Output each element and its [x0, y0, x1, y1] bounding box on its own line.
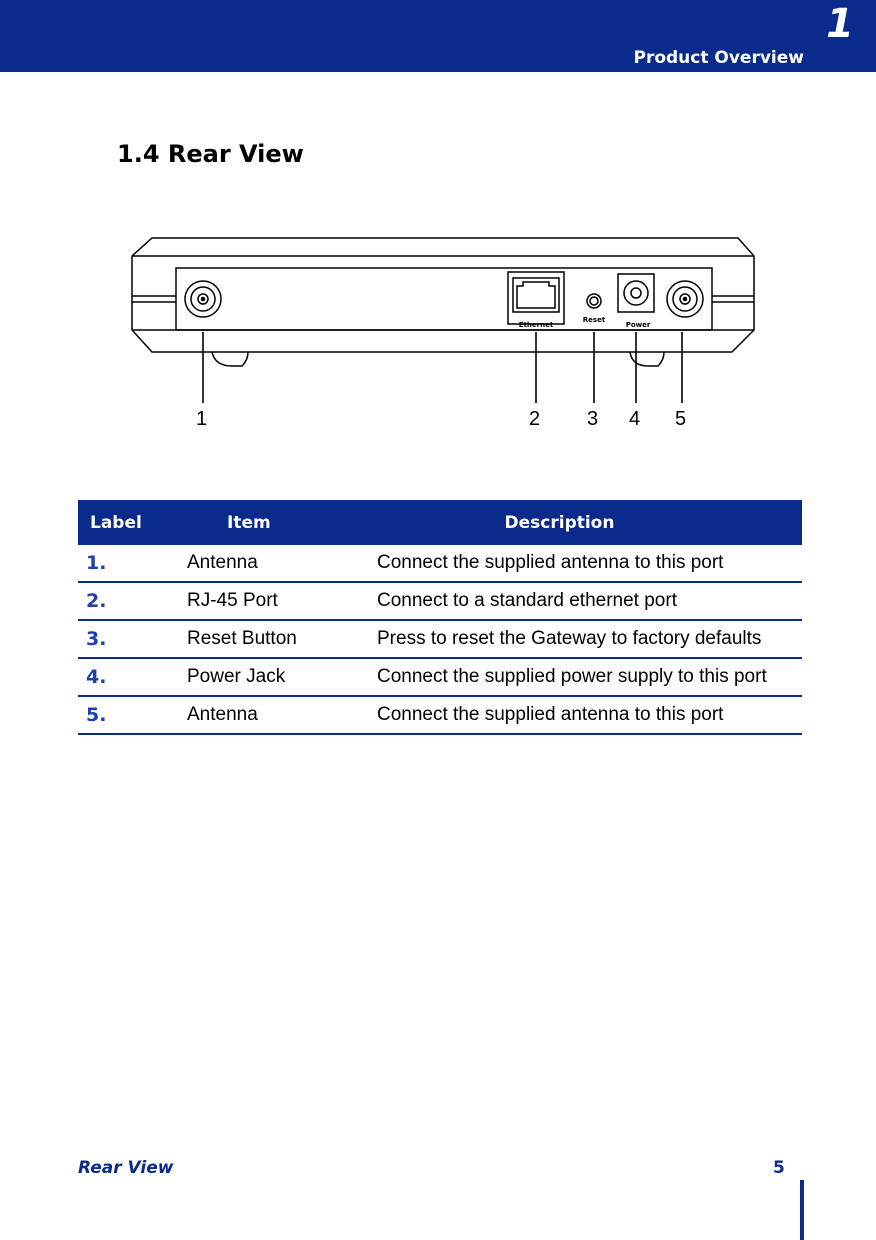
chapter-number: 1 [826, 1, 854, 47]
row-label: 3. [78, 620, 187, 658]
table-row [78, 658, 802, 696]
callout-1: 1 [196, 408, 208, 430]
table-row [78, 696, 802, 734]
power-jack-label: Power [625, 321, 651, 329]
row-item: Reset Button [187, 620, 377, 658]
footer-section-name: Rear View [78, 1158, 174, 1178]
row-item: Antenna [187, 545, 377, 582]
header-item: Item [187, 500, 377, 545]
row-label: 4. [78, 658, 187, 696]
reset-button-label: Reset [582, 316, 606, 324]
rear-view-table [78, 500, 802, 735]
rear-view-diagram [120, 228, 770, 438]
footer-rule [800, 1180, 804, 1240]
header-label: Label [78, 500, 187, 545]
chapter-title: Product Overview [633, 48, 804, 68]
device-rear-illustration [120, 228, 770, 438]
row-item: Power Jack [187, 658, 377, 696]
header-description: Description [377, 500, 802, 545]
row-label: 1. [78, 545, 187, 582]
table-row [78, 545, 802, 582]
row-item: RJ-45 Port [187, 582, 377, 620]
row-description: Connect the supplied power supply to this port [377, 658, 802, 696]
callout-3: 3 [587, 408, 599, 430]
chapter-header-bar [0, 0, 876, 72]
section-title: 1.4 Rear View [117, 140, 304, 168]
footer-page-number: 5 [773, 1158, 785, 1178]
row-description: Connect the supplied antenna to this port [377, 545, 802, 582]
row-label: 2. [78, 582, 187, 620]
callout-4: 4 [629, 408, 641, 430]
row-label: 5. [78, 696, 187, 734]
row-description: Press to reset the Gateway to factory defaults [377, 620, 802, 658]
row-description: Connect to a standard ethernet port [377, 582, 802, 620]
callout-5: 5 [675, 408, 687, 430]
ethernet-port-label: Ethernet [518, 321, 554, 329]
row-item: Antenna [187, 696, 377, 734]
table-header-row [78, 500, 802, 545]
row-description: Connect the supplied antenna to this port [377, 696, 802, 734]
callout-2: 2 [529, 408, 541, 430]
table-row [78, 620, 802, 658]
table-row [78, 582, 802, 620]
